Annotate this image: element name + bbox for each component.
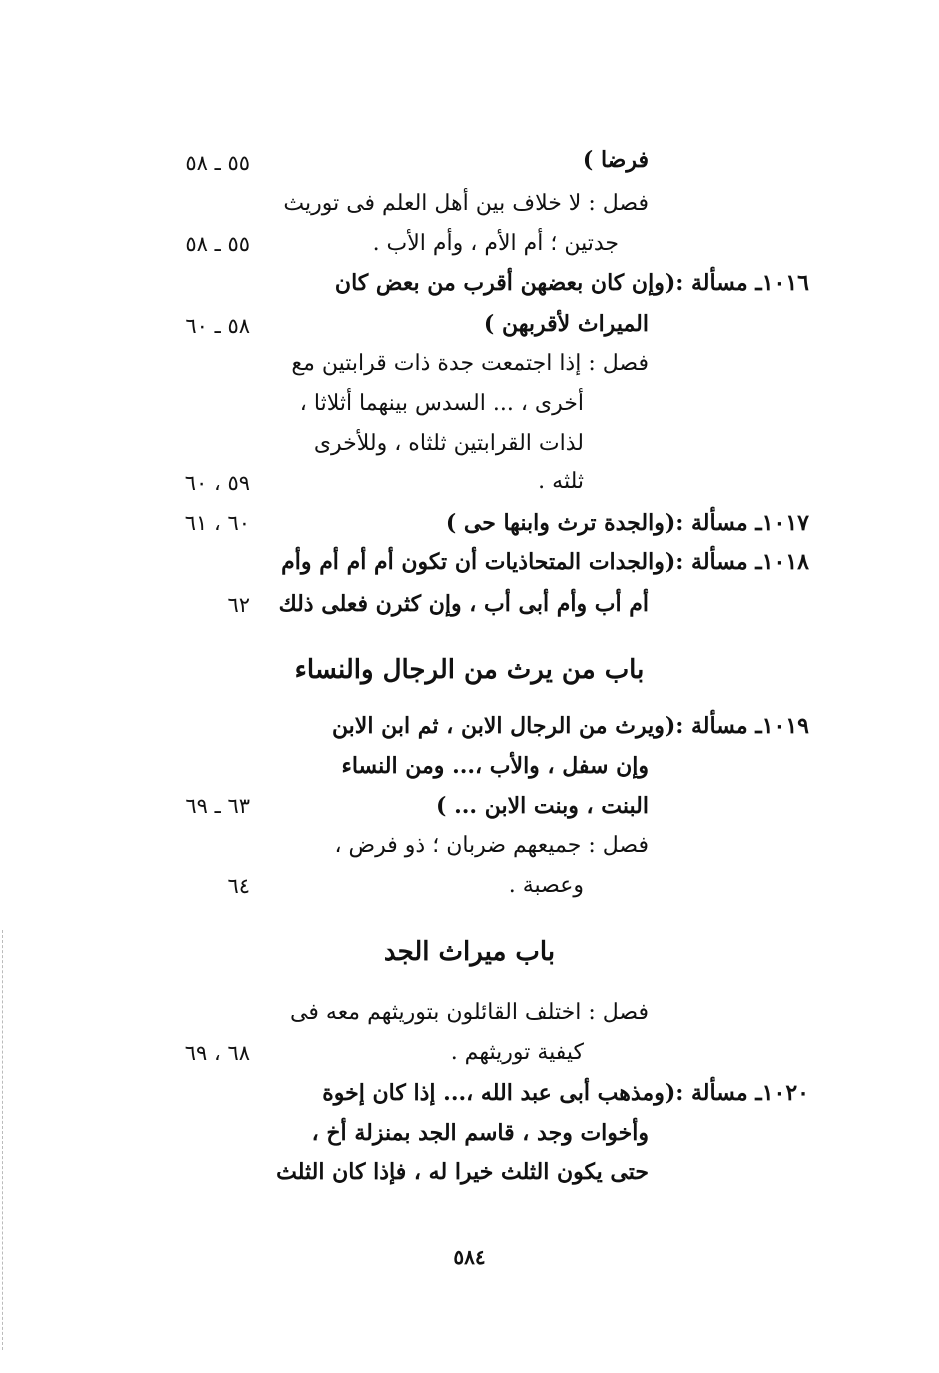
text-line: أم أب وأم أبى أب ، وإن كثرن فعلى ذلك (278, 591, 649, 617)
page-ref: ٦٨ ، ٦٩ (184, 1041, 250, 1065)
section-heading: باب من يرث من الرجال والنساء (294, 655, 645, 685)
text-line: فرضا ) (582, 147, 649, 173)
page-ref: ٥٥ ـ ٥٨ (185, 232, 250, 256)
text-line: وعصبة . (508, 873, 584, 898)
section-heading: باب ميراث الجد (383, 937, 556, 967)
text-line: ١٠٢٠ـ مسألة :(ومذهب أبى عبد الله ،... إذا كان إخوة (322, 1080, 809, 1106)
page-ref: ٥٩ ، ٦٠ (184, 471, 250, 495)
text-line: ١٠١٦ـ مسألة :(وإن كان بعضهن أقرب من بعض كان (334, 270, 809, 296)
page-ref: ٥٨ ـ ٦٠ (185, 314, 250, 338)
text-line: البنت ، وبنت الابن ... ) (436, 793, 649, 819)
text-line: أخرى ، ... السدس بينهما أثلاثا ، (299, 391, 584, 416)
text-line: لذات القرابتين ثلثاه ، وللأخرى (313, 431, 584, 456)
text-line: حتى يكون الثلث خيرا له ، فإذا كان الثلث (276, 1159, 649, 1185)
text-line: ثلثه . (538, 469, 584, 494)
page-ref: ٦٣ ـ ٦٩ (185, 794, 250, 818)
text-line: وإن سفل ، والأب ،... ومن النساء (341, 753, 649, 779)
text-line: ١٠١٨ـ مسألة :(والجدات المتحاذيات أن تكون أم أم أم وأم (281, 549, 809, 575)
text-line: جدتين ؛ أم الأم ، وأم الأب . (372, 231, 619, 256)
text-line: وأخوات وجد ، قاسم الجد بمنزلة أخ ، (311, 1120, 649, 1146)
page-number: ٥٨٤ (453, 1245, 486, 1269)
text-line: كيفية توريثهم . (450, 1040, 584, 1065)
page-ref: ٦٠ ، ٦١ (184, 511, 250, 535)
page-ref: ٥٥ ـ ٥٨ (185, 151, 250, 175)
text-line: فصل : إذا اجتمعت جدة ذات قرابتين مع (291, 351, 649, 376)
text-line: ١٠١٧ـ مسألة :(والجدة ترث وابنها حى ) (445, 510, 809, 536)
page-ref: ٦٤ (227, 874, 250, 898)
scan-edge-divider (2, 930, 4, 1350)
text-line: فصل : لا خلاف بين أهل العلم فى توريث (283, 191, 649, 216)
text-line: ١٠١٩ـ مسألة :(ويرث من الرجال الابن ، ثم ابن الابن (331, 713, 809, 739)
page-ref: ٦٢ (227, 593, 250, 617)
text-line: الميراث لأقربهن ) (483, 311, 649, 337)
text-line: فصل : اختلف القائلون بتوريثهم معه فى (290, 1000, 649, 1025)
text-line: فصل : جميعهم ضربان ؛ ذو فرض ، (334, 833, 649, 858)
